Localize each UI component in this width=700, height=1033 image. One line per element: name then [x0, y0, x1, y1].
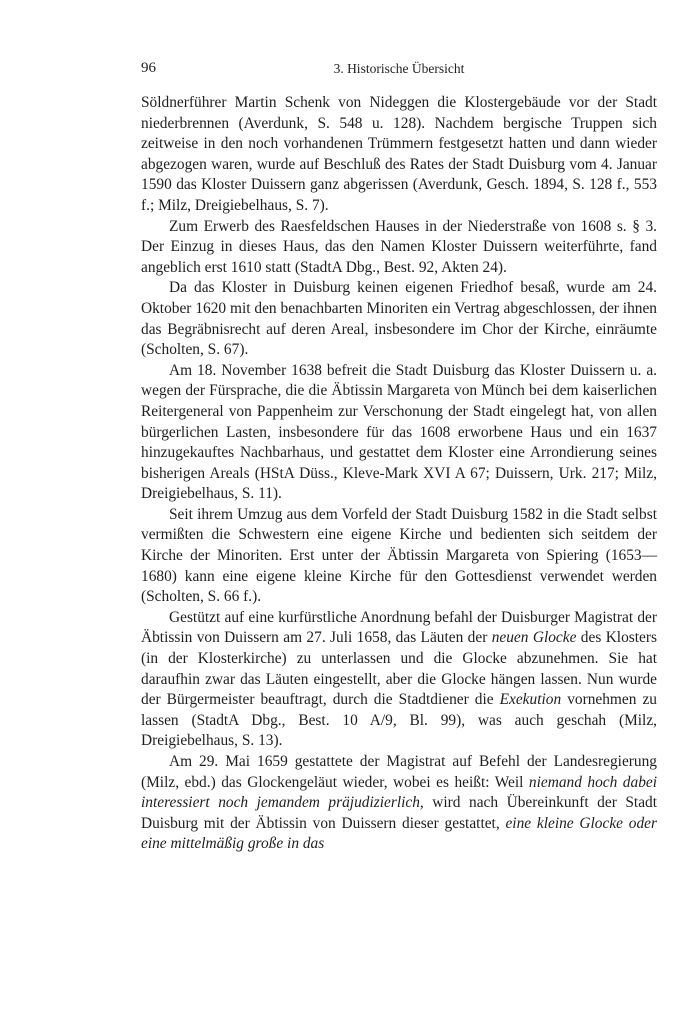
paragraph [141, 93, 657, 217]
page-number: 96 [141, 60, 156, 76]
italic-text: niemand hoch dabei interessiert noch jemandem präjudizierlich, [141, 773, 658, 812]
paragraph [141, 752, 657, 855]
text-run: vornehmen zu lassen (StadtA Dbg., Best. 10 A/9, Bl. 99), was auch geschah (Milz, Dreigiebelhaus, S. 13). [141, 691, 657, 750]
text-run: Da das Kloster in Duisburg keinen eigenen Friedhof besaß, wurde am 24. Oktober 1620 mit den benachbarten Minoriten ein Vertrag abgeschlossen, der ihnen das Begräbnisrecht auf deren Areal, insbesondere im Chor der Kirche, einräumte (Scholten, S. 67). [141, 279, 657, 359]
running-head: 3. Historische Übersicht [333, 61, 465, 76]
text-run: Am 29. Mai 1659 gestattete der Magistrat auf Befehl der Landesregierung (Milz, ebd.) das Glockengeläut wieder, wobei es heißt: Weil [141, 753, 657, 791]
text-run: des Klosters (in der Klosterkirche) zu unterlassen und die Glocke abzunehmen. Sie hat daraufhin zwar das Läuten eingestellt, aber die Glocke hängen lassen. Nun wurde der Bürgermeister beauftragt, durch die Stadtdiener die [141, 629, 657, 709]
text-run: Zum Erwerb des Raesfeldschen Hauses in der Niederstraße von 1608 s. § 3. Der Einzug in dieses Haus, das den Namen Kloster Duissern weiterführte, fand angeblich erst 1610 statt (StadtA Dbg., Best. 92, Akten 24). [141, 217, 657, 276]
paragraph [141, 361, 657, 505]
page-header [141, 60, 657, 84]
italic-text: eine kleine Glocke oder eine mittelmäßig große in das [141, 814, 657, 853]
paragraph [141, 217, 657, 279]
text-run: Am 18. November 1638 befreit die Stadt Duisburg das Kloster Duissern u. a. wegen der Fürsprache, die die Äbtissin Margareta von Münch bei dem kaiserlichen Reitergeneral von Pappenheim zur Verschonung der Stadt eingelegt hat, von allen bürgerlichen Lasten, insbesondere für das 1608 erworbene Haus und ein 1637 hinzugekauftes Nachbarhaus, und gestattet dem Kloster eine Arrondierung seines bisherigen Areals (HStA Düss., Kleve-Mark XVI A 67; Duissern, Urk. 217; Milz, Dreigiebelhaus, S. 11). [141, 361, 657, 503]
paragraph [141, 278, 657, 360]
text-run: Gestützt auf eine kurfürstliche Anordnung befahl der Duisburger Magistrat der Äbtissin von Duissern am 27. Juli 1658, das Läuten der [141, 608, 657, 647]
body-text [141, 93, 657, 855]
italic-text: neuen Glocke [491, 629, 577, 647]
paragraph [141, 608, 657, 752]
text-run: wird nach Übereinkunft der Stadt Duisburg mit der Äbtissin von Duissern dieser gestattet, [141, 794, 657, 832]
paragraph [141, 505, 657, 608]
text-run: Seit ihrem Umzug aus dem Vorfeld der Stadt Duisburg 1582 in die Stadt selbst vermißten die Schwestern eine eigene Kirche und bedienten sich seitdem der Kirche der Minoriten. Erst unter der Äbtissin Margareta von Spiering (1653—1680) kann eine eigene kleine Kirche für den Gottesdienst verwendet werden (Scholten, S. 66 f.). [141, 505, 657, 606]
italic-text: Exekution [499, 691, 562, 709]
text-run: Söldnerführer Martin Schenk von Nideggen die Klostergebäude vor der Stadt niederbrennen (Averdunk, S. 548 u. 128). Nachdem bergische Truppen sich zeitweise in den noch vorhandenen Trümmern festgesetzt hatten und dann wieder abgezogen waren, wurde auf Beschluß des Rates der Stadt Duisburg vom 4. Januar 1590 das Kloster Duissern ganz abgerissen (Averdunk, Gesch. 1894, S. 128 f., 553 f.; Milz, Dreigiebelhaus, S. 7). [141, 94, 657, 214]
